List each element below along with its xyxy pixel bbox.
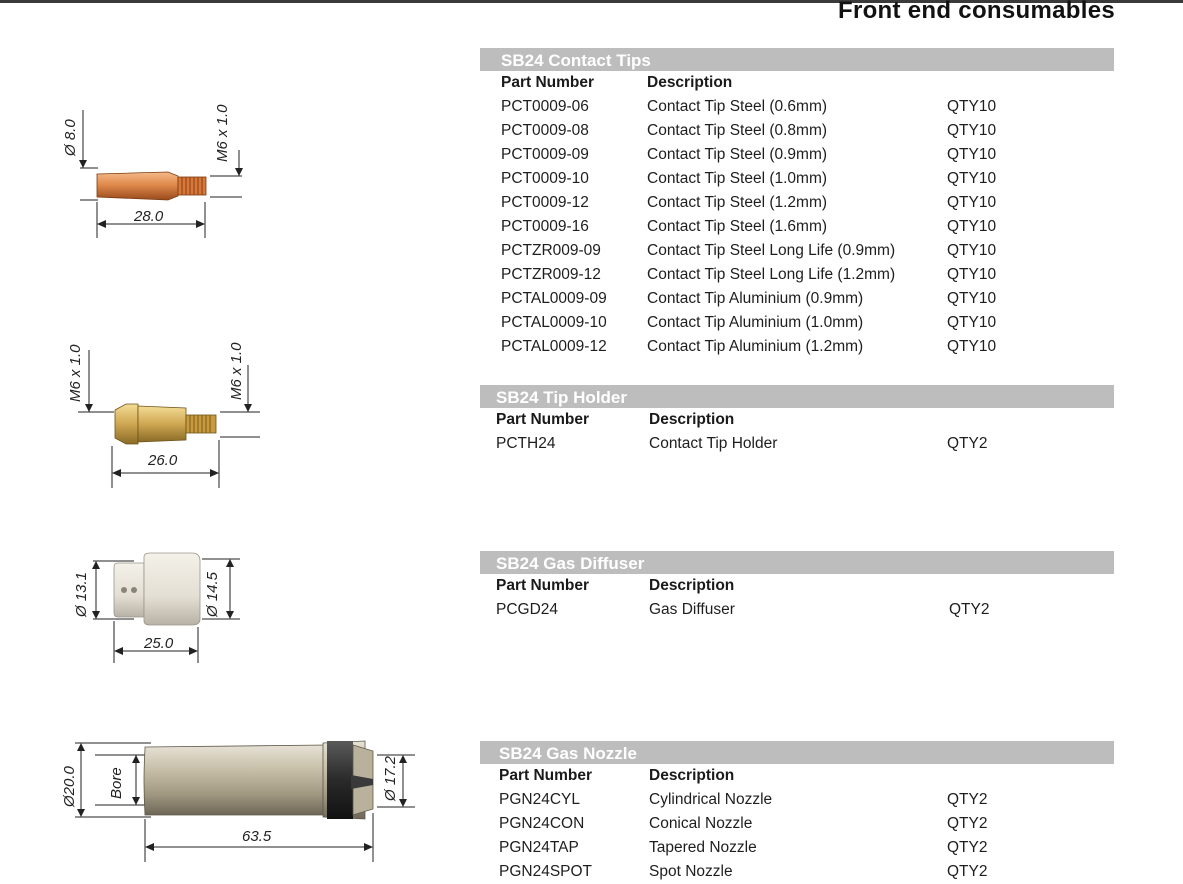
table-row bbox=[480, 287, 1114, 311]
part-number-cell: PCT0009-06 bbox=[501, 98, 589, 115]
gas-nozzle-bore-label: Bore bbox=[108, 767, 125, 799]
table-body bbox=[480, 788, 1114, 884]
table-row bbox=[480, 167, 1114, 191]
contact-tip-length-label: 28.0 bbox=[134, 208, 164, 225]
part-number-cell: PCTAL0009-12 bbox=[501, 338, 607, 355]
table-header bbox=[480, 71, 1114, 95]
description-cell: Contact Tip Steel (0.9mm) bbox=[647, 146, 828, 163]
quantity-cell: QTY10 bbox=[947, 98, 997, 115]
quantity-cell: QTY2 bbox=[947, 815, 988, 832]
part-number-cell: PGN24TAP bbox=[499, 839, 579, 856]
quantity-cell: QTY10 bbox=[947, 242, 997, 259]
section-gas-nozzle bbox=[480, 741, 1114, 884]
quantity-cell: QTY10 bbox=[947, 146, 997, 163]
table-row bbox=[480, 119, 1114, 143]
table-row bbox=[480, 215, 1114, 239]
header-part-number: Part Number bbox=[496, 411, 590, 428]
description-cell: Cylindrical Nozzle bbox=[649, 791, 773, 808]
table-row bbox=[480, 263, 1114, 287]
header-description: Description bbox=[647, 74, 733, 91]
description-cell: Spot Nozzle bbox=[649, 863, 733, 880]
part-number-cell: PCT0009-09 bbox=[501, 146, 589, 163]
table-body bbox=[480, 432, 1114, 456]
description-cell: Conical Nozzle bbox=[649, 815, 753, 832]
quantity-cell: QTY2 bbox=[947, 435, 988, 452]
quantity-cell: QTY10 bbox=[947, 194, 997, 211]
quantity-cell: QTY2 bbox=[947, 863, 988, 880]
table-row bbox=[480, 598, 1114, 622]
gas-diffuser-part bbox=[114, 553, 200, 625]
tip-holder-drawing bbox=[60, 330, 270, 495]
contact-tip-drawing bbox=[50, 90, 250, 240]
section-title: SB24 Tip Holder bbox=[480, 385, 1114, 408]
section-title: SB24 Gas Nozzle bbox=[480, 741, 1114, 764]
header-part-number: Part Number bbox=[501, 74, 595, 91]
quantity-cell: QTY2 bbox=[947, 839, 988, 856]
gas-nozzle-part bbox=[144, 741, 373, 819]
gas-diffuser-outer-diameter-label: Ø 14.5 bbox=[204, 571, 221, 617]
table-header bbox=[480, 408, 1114, 432]
table-body bbox=[480, 95, 1114, 359]
gas-diffuser-length-label: 25.0 bbox=[144, 635, 174, 652]
header-description: Description bbox=[649, 577, 735, 594]
section-title: SB24 Contact Tips bbox=[480, 48, 1114, 71]
part-number-cell: PCT0009-12 bbox=[501, 194, 589, 211]
table-row bbox=[480, 335, 1114, 359]
table-row bbox=[480, 788, 1114, 812]
table-row bbox=[480, 432, 1114, 456]
description-cell: Gas Diffuser bbox=[649, 601, 735, 618]
part-number-cell: PCTH24 bbox=[496, 435, 556, 452]
description-cell: Contact Tip Aluminium (0.9mm) bbox=[647, 290, 864, 307]
table-header bbox=[480, 764, 1114, 788]
section-gas-diffuser bbox=[480, 551, 1114, 622]
table-row bbox=[480, 191, 1114, 215]
quantity-cell: QTY10 bbox=[947, 338, 997, 355]
tip-holder-length-label: 26.0 bbox=[148, 452, 178, 469]
quantity-cell: QTY10 bbox=[947, 218, 997, 235]
contact-tip-thread-label: M6 x 1.0 bbox=[214, 104, 231, 162]
table-body bbox=[480, 598, 1114, 622]
description-cell: Contact Tip Steel Long Life (1.2mm) bbox=[647, 266, 896, 283]
tip-holder-thread-right-label: M6 x 1.0 bbox=[228, 342, 245, 400]
page-title: Front end consumables bbox=[837, 0, 1115, 24]
table-row bbox=[480, 143, 1114, 167]
quantity-cell: QTY2 bbox=[947, 791, 988, 808]
section-contact-tips bbox=[480, 48, 1114, 359]
tip-holder-thread-left-label: M6 x 1.0 bbox=[67, 344, 84, 402]
gas-diffuser-drawing bbox=[60, 545, 260, 670]
part-number-cell: PCT0009-10 bbox=[501, 170, 589, 187]
table-header bbox=[480, 574, 1114, 598]
table-row bbox=[480, 95, 1114, 119]
table-row bbox=[480, 239, 1114, 263]
description-cell: Contact Tip Steel (0.6mm) bbox=[647, 98, 828, 115]
quantity-cell: QTY10 bbox=[947, 290, 997, 307]
table-row bbox=[480, 311, 1114, 335]
table-row bbox=[480, 812, 1114, 836]
header-description: Description bbox=[649, 411, 735, 428]
gas-diffuser-inner-diameter-label: Ø 13.1 bbox=[73, 571, 90, 617]
quantity-cell: QTY10 bbox=[947, 314, 997, 331]
contact-tip-part bbox=[97, 172, 206, 200]
section-title: SB24 Gas Diffuser bbox=[480, 551, 1114, 574]
description-cell: Contact Tip Aluminium (1.0mm) bbox=[647, 314, 864, 331]
part-number-cell: PCTZR009-12 bbox=[501, 266, 601, 283]
quantity-cell: QTY10 bbox=[947, 266, 997, 283]
quantity-cell: QTY10 bbox=[947, 170, 997, 187]
gas-nozzle-drawing bbox=[55, 735, 425, 870]
section-tip-holder bbox=[480, 385, 1114, 456]
part-number-cell: PCTZR009-09 bbox=[501, 242, 601, 259]
table-row bbox=[480, 836, 1114, 860]
description-cell: Contact Tip Steel (0.8mm) bbox=[647, 122, 828, 139]
description-cell: Contact Tip Steel (1.6mm) bbox=[647, 218, 828, 235]
gas-nozzle-outer-diameter-label: Ø20.0 bbox=[61, 766, 78, 807]
description-cell: Contact Tip Steel (1.0mm) bbox=[647, 170, 828, 187]
description-cell: Contact Tip Holder bbox=[649, 435, 778, 452]
quantity-cell: QTY10 bbox=[947, 122, 997, 139]
part-number-cell: PGN24CYL bbox=[499, 791, 580, 808]
contact-tip-diameter-label: Ø 8.0 bbox=[62, 119, 79, 156]
header-description: Description bbox=[649, 767, 735, 784]
part-number-cell: PCT0009-08 bbox=[501, 122, 589, 139]
part-number-cell: PGN24SPOT bbox=[499, 863, 593, 880]
quantity-cell: QTY2 bbox=[949, 601, 990, 618]
gas-nozzle-bore-diameter-label: Ø 17.2 bbox=[382, 755, 399, 801]
description-cell: Contact Tip Steel Long Life (0.9mm) bbox=[647, 242, 896, 259]
part-number-cell: PCTAL0009-10 bbox=[501, 314, 607, 331]
table-row bbox=[480, 860, 1114, 884]
tip-holder-part bbox=[115, 404, 216, 444]
description-cell: Contact Tip Aluminium (1.2mm) bbox=[647, 338, 864, 355]
part-number-cell: PGN24CON bbox=[499, 815, 585, 832]
description-cell: Contact Tip Steel (1.2mm) bbox=[647, 194, 828, 211]
header-part-number: Part Number bbox=[496, 577, 590, 594]
part-number-cell: PCGD24 bbox=[496, 601, 559, 618]
description-cell: Tapered Nozzle bbox=[649, 839, 757, 856]
gas-nozzle-length-label: 63.5 bbox=[242, 828, 272, 845]
part-number-cell: PCT0009-16 bbox=[501, 218, 589, 235]
header-part-number: Part Number bbox=[499, 767, 593, 784]
part-number-cell: PCTAL0009-09 bbox=[501, 290, 607, 307]
